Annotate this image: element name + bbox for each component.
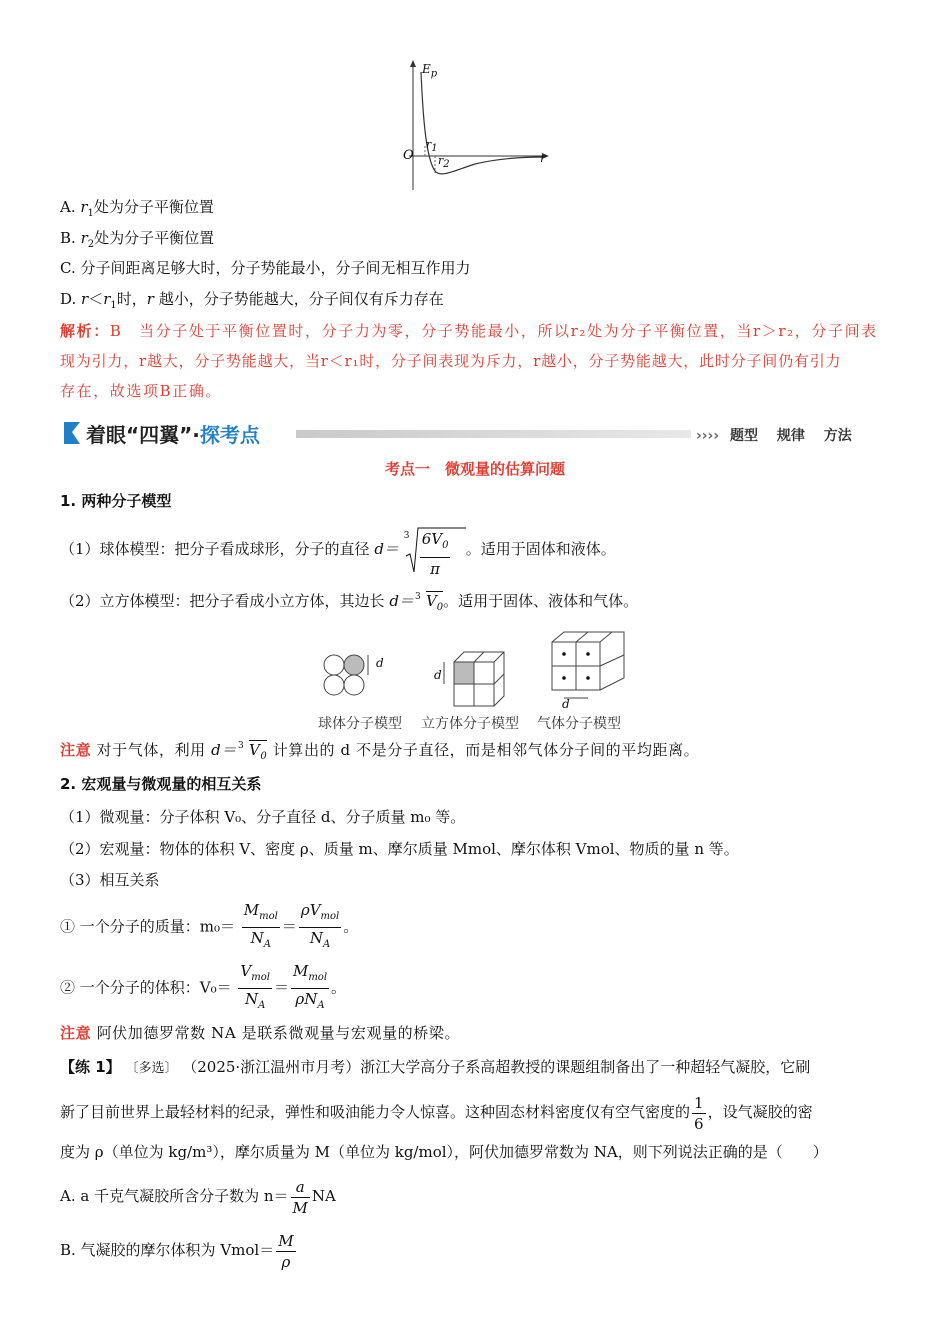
- axis-x-label: r: [540, 151, 546, 165]
- analysis-line-1: 解析：B 当分子处于平衡位置时，分子力为零，分子势能最小，所以r₂处为分子平衡位置，当r＞r₂，分子间表: [60, 322, 878, 340]
- relation-heading: （3）相互关系: [60, 871, 160, 889]
- d-label-sphere: d: [376, 656, 384, 670]
- option-c: C. 分子间距离足够大时，分子势能最小，分子间无相互作用力: [60, 259, 471, 277]
- banner-title: 着眼“四翼”·探考点: [86, 423, 260, 447]
- note-avogadro: 注意 阿伏加德罗常数 NA 是联系微观量与宏观量的桥梁。: [60, 1024, 461, 1042]
- molecule-models-figure: [318, 622, 634, 714]
- micro-quantities: （1）微观量：分子体积 V₀、分子直径 d、分子质量 m₀ 等。: [60, 808, 466, 826]
- practice-option-a: A. a 千克气凝胶所含分子数为 n＝ $\frac{a}{M}$ NA: [60, 1177, 336, 1217]
- heading-relation: 2. 宏观量与微观量的相互关系: [60, 775, 262, 793]
- banner-bar: [296, 430, 691, 438]
- banner-corner-icon: [60, 418, 84, 446]
- d-label-cube: d: [434, 668, 442, 682]
- note-gas: 注意 对于气体，利用 d＝ 3 $V_0$ 计算出的 d 不是分子直径，而是相邻气体分子间的平均距离。: [60, 741, 700, 762]
- caption-cube: 立方体分子模型: [421, 716, 519, 732]
- model-sphere: （1）球体模型：把分子看成球形，分子的直径 d＝ 3 $\frac{6V_0}{\pi}$ 。适用于固体和液体。: [60, 530, 616, 578]
- practice-line-1: 【练 1】 〔多选〕 （2025·浙江温州市月考）浙江大学高分子系高超教授的课题组制备出了一种超轻气凝胶，它刷: [60, 1058, 811, 1076]
- potential-energy-graph: [395, 58, 555, 193]
- relation-mass: ① 一个分子的质量：m₀＝ $\frac{M_{mol}}{N_A}$ ＝ $\frac{\rho V_{mol}}{N_A}$ 。: [60, 901, 359, 950]
- option-b: B. $r_2$处为分子平衡位置: [60, 229, 215, 250]
- section-title: 考点一 微观量的估算问题: [384, 460, 565, 478]
- analysis-line-2: 现为引力，r越大，分子势能越大，当r＜r₁时，分子间表现为斥力，r越小，分子势能越大，此时分子间仍有引力: [60, 352, 842, 370]
- model-cube: （2）立方体模型：把分子看成小立方体，其边长 d＝ 3 $V_0$。适用于固体、液体和气体。: [60, 592, 639, 613]
- r2-label: $r_2$: [438, 154, 450, 171]
- practice-line-3: 度为 ρ（单位为 kg/m³），摩尔质量为 M（单位为 kg/mol），阿伏加德罗常数为 NA，则下列说法正确的是（ ）: [60, 1143, 828, 1161]
- axis-y-label: $E_p$: [422, 62, 438, 80]
- relation-volume: ② 一个分子的体积：V₀＝ $\frac{V_{mol}}{N_A}$ ＝ $\frac{M_{mol}}{\rho N_A}$ 。: [60, 962, 347, 1011]
- r1-label: $r_1$: [426, 138, 438, 155]
- option-a: A. $r_1$处为分子平衡位置: [60, 198, 214, 219]
- banner-tags: ›››› 题型 规律 方法: [696, 428, 852, 444]
- option-d: D. $r<r_1$时，r 越小，分子势能越大，分子间仅有斥力存在: [60, 290, 444, 311]
- heading-models: 1. 两种分子模型: [60, 492, 172, 510]
- practice-option-b: B. 气凝胶的摩尔体积为 Vmol＝ $\frac{M}{\rho}$: [60, 1231, 294, 1271]
- analysis-line-3: 存在，故选项B正确。: [60, 382, 223, 400]
- caption-sphere: 球体分子模型: [318, 716, 402, 732]
- d-label-gas: d: [562, 697, 570, 711]
- macro-quantities: （2）宏观量：物体的体积 V、密度 ρ、质量 m、摩尔质量 Mmol、摩尔体积 Vmol、物质的量 n 等。: [60, 840, 739, 858]
- origin-label: O: [403, 148, 414, 163]
- caption-gas: 气体分子模型: [537, 716, 621, 732]
- practice-line-2: 新了目前世界上最轻材料的纪录，弹性和吸油能力令人惊喜。这种固态材料密度仅有空气密度的 $\frac{1}{6}$ ，设气凝胶的密: [60, 1093, 813, 1133]
